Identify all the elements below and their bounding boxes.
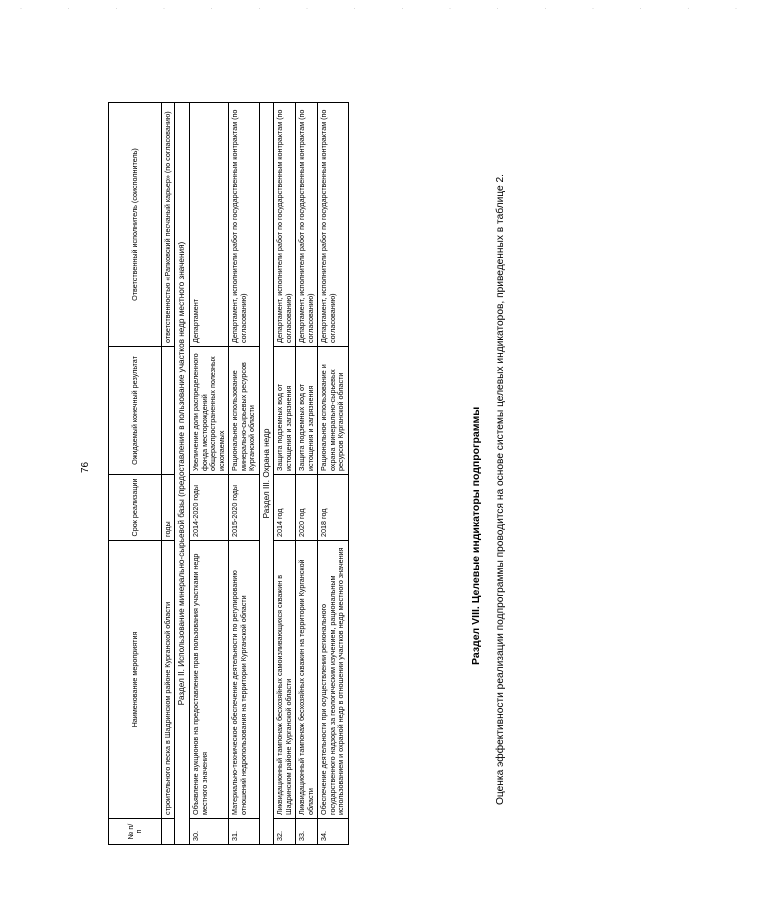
cell-term: 2018 год bbox=[318, 475, 348, 541]
cell-result: Увеличение доли распределенного фонда месторождений общераспространенных полезных ископаемых bbox=[190, 347, 229, 475]
cell-name: Материально-техническое обеспечение деятельности по регулированию отношений недропользования на территории Курганской области bbox=[229, 541, 259, 819]
cell-num: 34. bbox=[318, 819, 348, 845]
table-header-row bbox=[109, 103, 162, 845]
cell-num: 32. bbox=[274, 819, 296, 845]
section-8-title: Раздел VIII. Целевые индикаторы подпрограммы bbox=[470, 406, 482, 665]
cell-executor: ответственностью «Рапковский песчаный карьер» (по согласованию) bbox=[162, 103, 175, 347]
cell-term: 2014 год bbox=[274, 475, 296, 541]
cell-result: Рациональное использование и охрана минерально-сырьевых ресурсов Курганской области bbox=[318, 347, 348, 475]
cell-result: Рациональное использование минерально-сырьевых ресурсов Курганской области bbox=[229, 347, 259, 475]
cell-result: Защита подземных вод от истощения и загрязнения bbox=[296, 347, 318, 475]
header-result: Ожидаемый конечный результат bbox=[109, 347, 162, 475]
cell-term: 2014-2020 годы bbox=[190, 475, 229, 541]
cell-executor: Департамент, исполнители работ по государственным контрактам (по согласованию) bbox=[229, 103, 259, 347]
cell-executor: Департамент, исполнители работ по государственным контрактам (по согласованию) bbox=[274, 103, 296, 347]
cell-term: 2015-2020 годы bbox=[229, 475, 259, 541]
cell-name: строительного песка в Шадринском районе Курганской области bbox=[162, 541, 175, 819]
section-row bbox=[175, 103, 190, 845]
cell-term: годы bbox=[162, 475, 175, 541]
measures-table bbox=[108, 102, 349, 845]
cell-executor: Департамент bbox=[190, 103, 229, 347]
cell-name: Объявление аукционов на предоставление прав пользования участками недр местного значения bbox=[190, 541, 229, 819]
cell-executor: Департамент, исполнители работ по государственным контрактам (по согласованию) bbox=[318, 103, 348, 347]
section-title: Раздел III. Охрана недр bbox=[259, 103, 274, 845]
table-row bbox=[296, 103, 318, 845]
header-term: Срок реализации bbox=[109, 475, 162, 541]
cell-num: 31. bbox=[229, 819, 259, 845]
table-row bbox=[162, 103, 175, 845]
cell-name: Ликвидационный тампонаж бесхозяйных самоизливающихся скважин в Шадринском районе Курганской области bbox=[274, 541, 296, 819]
table-row bbox=[229, 103, 259, 845]
cell-name: Ликвидационный тампонаж бесхозяйных скважин на территории Курганской области bbox=[296, 541, 318, 819]
header-executor: Ответственный исполнитель (соисполнитель) bbox=[109, 103, 162, 347]
header-num: № п/п bbox=[109, 819, 162, 845]
table-row bbox=[318, 103, 348, 845]
header-name: Наименование мероприятия bbox=[109, 541, 162, 819]
cell-num: 33. bbox=[296, 819, 318, 845]
body-paragraph: Оценка эффективности реализации подпрограммы проводится на основе системы целевых индикаторов, приведенных в таблице 2. bbox=[495, 174, 506, 805]
cell-result: Защита подземных вод от истощения и загрязнения bbox=[274, 347, 296, 475]
table-row bbox=[274, 103, 296, 845]
page-number: 76 bbox=[80, 461, 91, 473]
section-row bbox=[259, 103, 274, 845]
scan-noise: · · · · · · · · · · · · · · · · bbox=[20, 6, 759, 12]
cell-term: 2020 год bbox=[296, 475, 318, 541]
cell-name: Обеспечение деятельности при осуществлении регионального государственного надзора за геологическим изучением, рациональным использованием и охраной недр в отношении участков недр местного значения bbox=[318, 541, 348, 819]
cell-executor: Департамент, исполнители работ по государственным контрактам (по согласованию) bbox=[296, 103, 318, 347]
cell-num: 30. bbox=[190, 819, 229, 845]
section-title: Раздел II. Использование минерально-сырьевой базы (предоставление в пользование участков недр местного значения) bbox=[175, 103, 190, 845]
table-row bbox=[190, 103, 229, 845]
